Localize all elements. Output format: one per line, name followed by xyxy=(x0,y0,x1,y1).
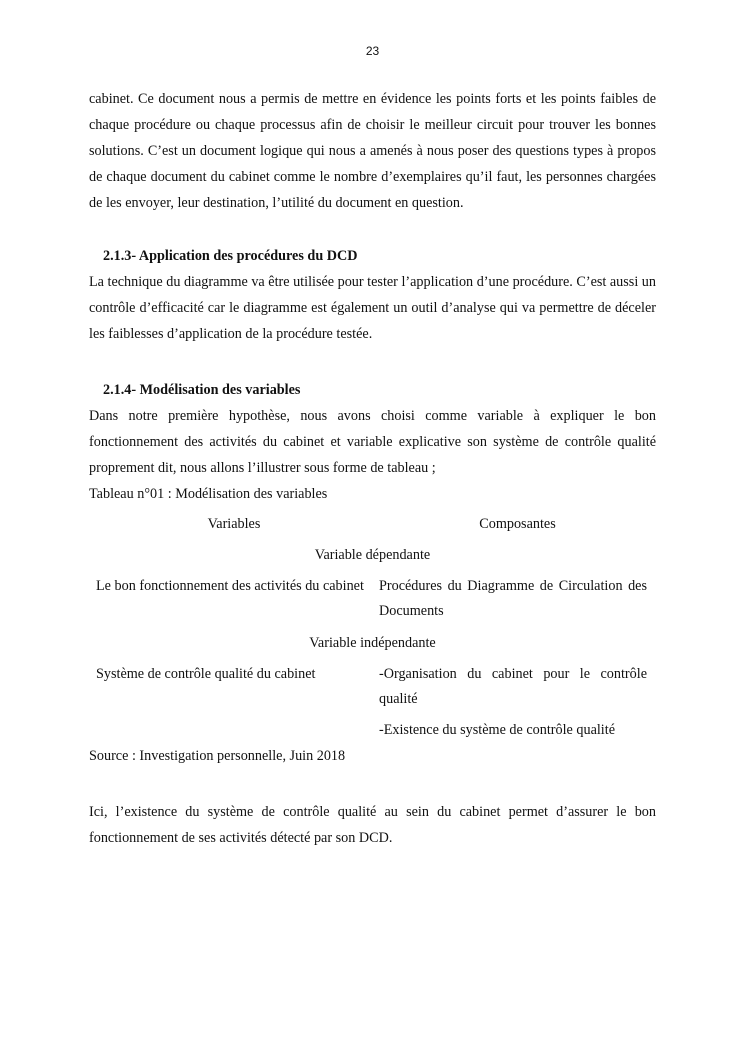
dependent-variable-cell: Le bon fonctionnement des activités du cabinet xyxy=(96,578,364,594)
table-header-row xyxy=(89,512,656,542)
column-header-variables: Variables xyxy=(207,516,261,532)
section-heading-2-1-4: 2.1.4- Modélisation des variables xyxy=(103,382,301,398)
variables-table xyxy=(89,512,656,743)
intro-paragraph: cabinet. Ce document nous a permis de mettre en évidence les points forts et les points faibles de chaque procédure ou chaque processus afin de choisir le meilleur circuit pour trouver les bonnes solutions. C’est un document logique qui nous a amenés à nous poser des questions types à propos de chaque document du cabinet comme le nombre d’exemplaires qu’il faut, les personnes chargées de les envoyer, leur destination, l’utilité du document en question. xyxy=(89,91,656,211)
component-item: -Existence du système de contrôle qualité xyxy=(379,722,615,738)
table-row xyxy=(89,662,656,743)
page-number: 23 xyxy=(365,44,380,58)
group-label-dependante: Variable dépendante xyxy=(314,547,431,563)
table-caption: Tableau n°01 : Modélisation des variables xyxy=(89,486,328,502)
section-2-1-3-paragraph: La technique du diagramme va être utilisée pour tester l’application d’une procédure. C’est aussi un contrôle d’efficacité car le diagramme est également un outil d’analyse qui va permettre de déceler les faiblesses d’application de la procédure testée. xyxy=(89,274,656,342)
spacer xyxy=(89,769,656,799)
independent-component-cell xyxy=(379,662,656,743)
conclusion-paragraph: Ici, l’existence du système de contrôle qualité au sein du cabinet permet d’assurer le bon fonctionnement de ses activités détecté par son DCD. xyxy=(89,804,656,846)
column-header-composantes: Composantes xyxy=(479,516,556,532)
dependent-component-cell: Procédures du Diagramme de Circulation des Documents xyxy=(379,578,647,619)
document-body xyxy=(89,86,656,851)
independent-variable-cell: Système de contrôle qualité du cabinet xyxy=(96,666,316,682)
spacer xyxy=(89,347,656,377)
table-group-row xyxy=(89,630,656,662)
table-source: Source : Investigation personnelle, Juin 2018 xyxy=(89,748,346,764)
table-row xyxy=(89,574,656,624)
section-heading-2-1-3: 2.1.3- Application des procédures du DCD xyxy=(103,248,358,264)
section-2-1-4-paragraph: Dans notre première hypothèse, nous avons choisi comme variable à expliquer le bon fonctionnement des activités du cabinet et variable explicative son système de contrôle qualité proprement dit, nous allons l’illustrer sous forme de tableau ; xyxy=(89,408,656,476)
component-item: -Organisation du cabinet pour le contrôle qualité xyxy=(379,666,647,707)
table-group-row xyxy=(89,542,656,574)
spacer xyxy=(89,216,656,243)
group-label-independante: Variable indépendante xyxy=(309,635,436,651)
